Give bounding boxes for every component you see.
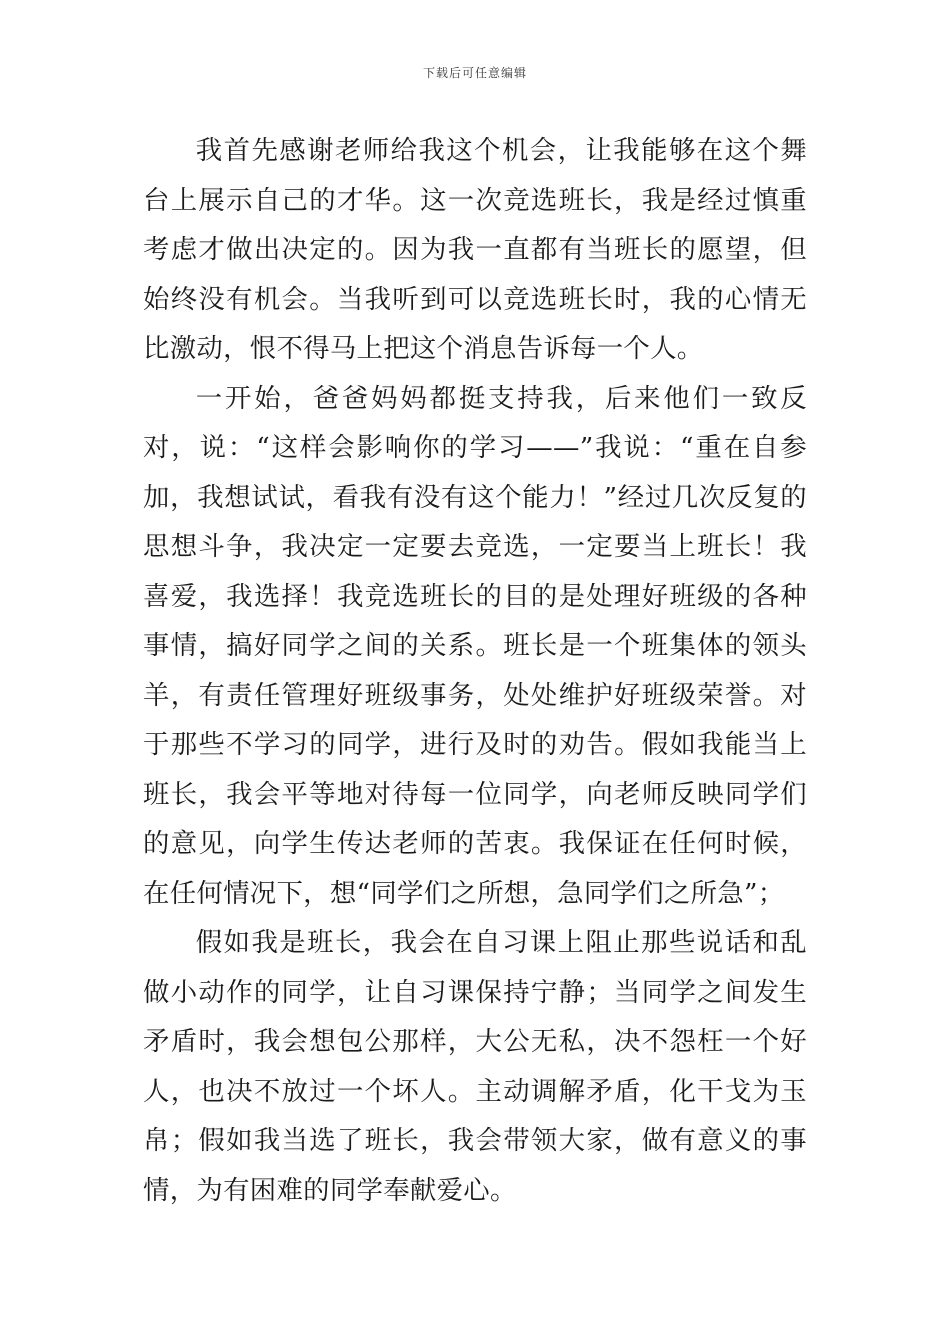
header-note: 下载后可任意编辑 — [422, 66, 527, 80]
paragraph-3: 假如我是班长，我会在自习课上阻止那些说话和乱做小动作的同学，让自习课保持宁静；当同学之间发生矛盾时，我会想包公那样，大公无私，决不怨枉一个好人，也决不放过一个坏人。主动调解矛盾，化干戈为玉帛；假如我当选了班长，我会带领大家，做有意义的事情，为有困难的同学奉献爱心。 — [143, 927, 807, 1206]
paragraph-2: 一开始，爸爸妈妈都挺支持我，后来他们一致反对，说：“这样会影响你的学习——”我说：“重在自参加，我想试试，看我有没有这个能力！”经过几次反复的思想斗争，我决定一定要去竞选，一定要当上班长！我喜爱，我选择！我竞选班长的目的是处理好班级的各种事情，搞好同学之间的关系。班长是一个班集体的领头羊，有责任管理好班级事务，处处维护好班级荣誉。对于那些不学习的同学，进行及时的劝告。假如我能当上班长，我会平等地对待每一位同学，向老师反映同学们的意见，向学生传达老师的苦衷。我保证在任何时候，在任何情况下，想“同学们之所想，急同学们之所急”； — [143, 382, 807, 909]
paragraph-1: 我首先感谢老师给我这个机会，让我能够在这个舞台上展示自己的才华。这一次竞选班长，我是经过慎重考虑才做出决定的。因为我一直都有当班长的愿望，但始终没有机会。当我听到可以竞选班长时，我的心情无比激动，恨不得马上把这个消息告诉每一个人。 — [143, 135, 807, 364]
document-body — [143, 126, 807, 1215]
